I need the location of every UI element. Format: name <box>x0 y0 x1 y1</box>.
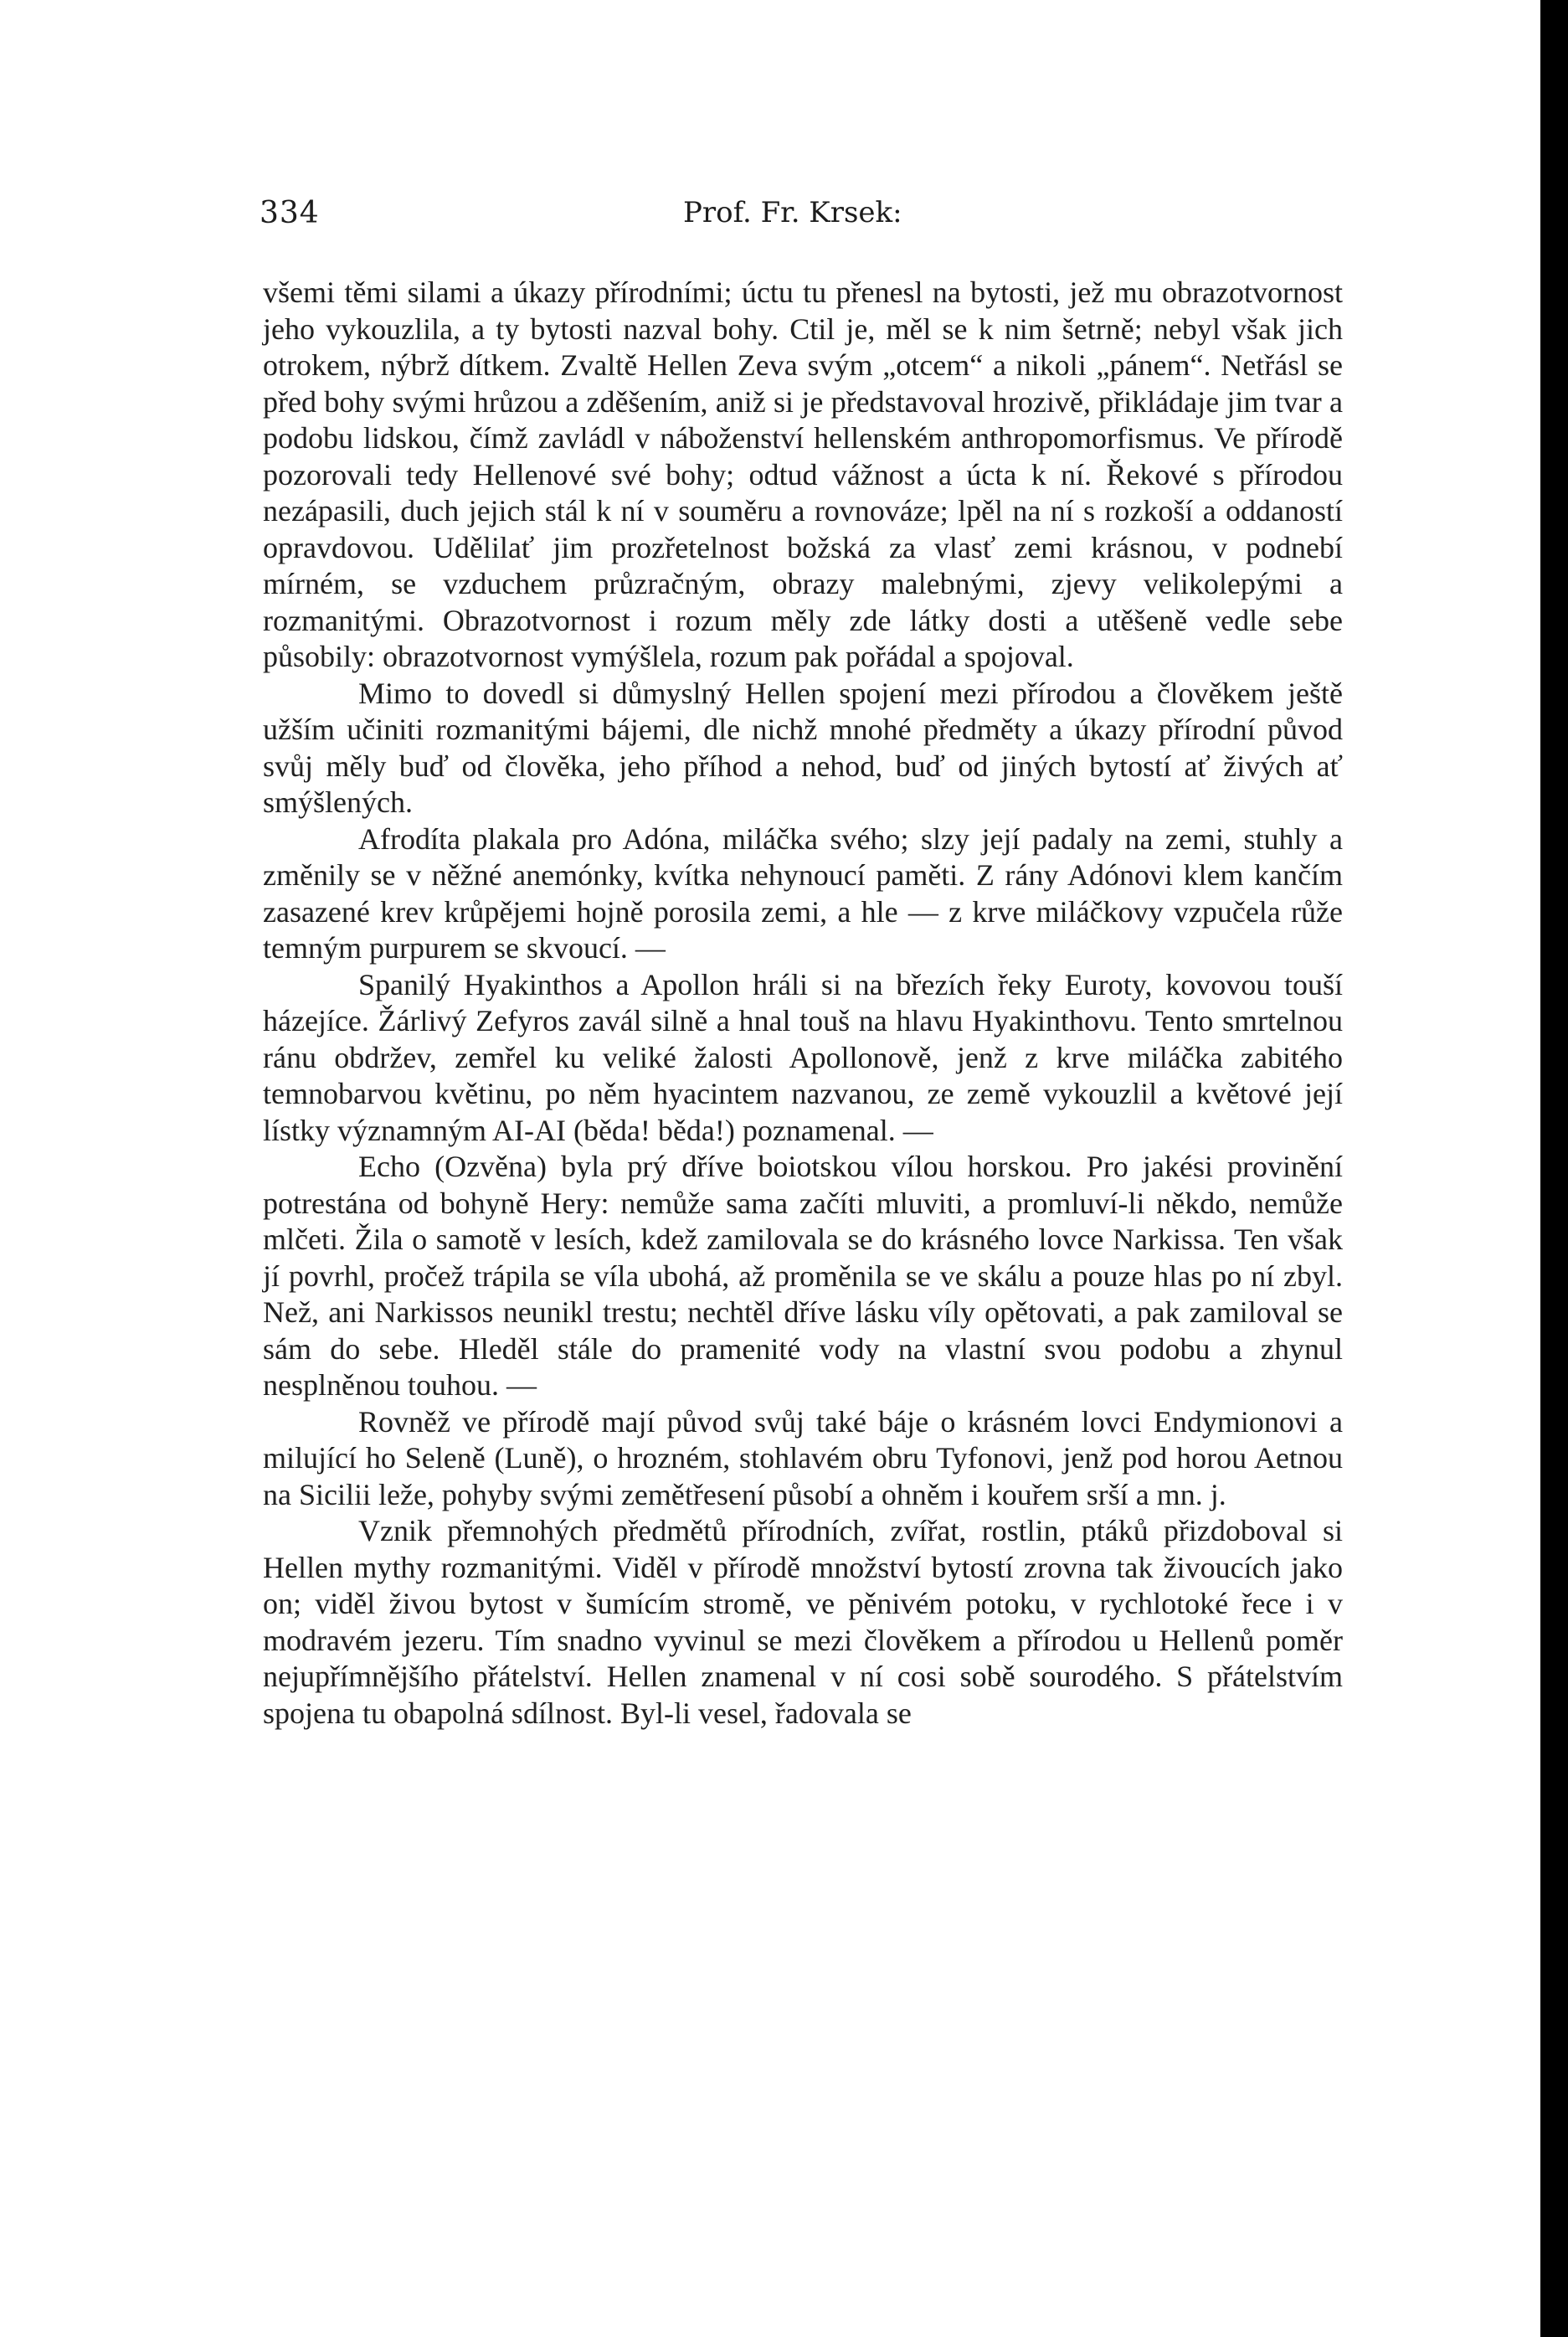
paragraph: Echo (Ozvěna) byla prý dříve boiotskou vílou horskou. Pro jakési provinění potrestána od bohyně Hery: nemůže sama začíti mluviti, a promluví-li někdo, nemůže mlčeti. Žila o samotě v lesích, kdež zamilovala se do krásného lovce Narkissa. Ten však jí povrhl, pročež trápila se víla ubohá, až proměnila se ve skálu a pouze hlas po ní zbyl. Než, ani Narkissos neunikl trestu; nechtěl dříve lásku víly opětovati, a pak zamiloval se sám do sebe. Hleděl stále do pramenité vody na vlastní svou podobu a zhynul nesplněnou touhou. — <box>263 1150 1343 1402</box>
paragraph: Vznik přemnohých předmětů přírodních, zvířat, rostlin, ptáků přizdoboval si Hellen mythy rozmanitými. Viděl v přírodě množství bytostí zrovna tak živoucích jako on; viděl živou bytost v šumícím stromě, ve pěnivém potoku, v rychlotoké řece i v modravém jezeru. Tím snadno vyvinul se mezi člověkem a přírodou u Hellenů poměr nejupřímnějšího přátelství. Hellen znamenal v ní cosi sobě sourodého. S přátelstvím spojena tu obapolná sdílnost. Byl-li vesel, řadovala se <box>263 1514 1343 1730</box>
scan-border <box>1540 0 1568 2337</box>
paragraph: Rovněž ve přírodě mají původ svůj také báje o krásném lovci Endymionovi a milující ho Seleně (Luně), o hrozném, stohlavém obru Tyfonovi, jenž pod horou Aetnou na Sicilii leže, pohyby svými zemětřesení působí a ohněm i kouřem srší a mn. j. <box>263 1404 1343 1511</box>
running-title: Prof. Fr. Krsek: <box>683 196 902 229</box>
paragraph-continued: všemi těmi silami a úkazy přírodními; úctu tu přenesl na bytosti, jež mu obrazotvornost jeho vykouzlila, a ty bytosti nazval bohy. Ctil je, měl se k nim šetrně; nebyl však jich otrokem, nýbrž dítkem. Zvaltě Hellen Zeva svým „otcem“ a nikoli „pánem“. Netřásl se před bohy svými hrůzou a zděšením, aniž si je představoval hrozivě, přikládaje jim tvar a podobu lidskou, čímž zavládl v náboženství hellenském anthropomorfismus. Ve přírodě pozorovali tedy Hellenové své bohy; odtud vážnost a úcta k ní. Řekové s přírodou nezápasili, duch jejich stál k ní v souměru a rovnováze; lpěl na ní s rozkoší a oddaností opravdovou. Udělilať jim prozřetelnost božská za vlasť zemi krásnou, v podnebí mírném, se vzduchem průzračným, obrazy malebnými, zjevy velikolepými a rozmanitými. Obrazotvornost i rozum měly zde látky dosti a utěšeně vedle sebe působily: obrazotvornost vymýšlela, rozum pak pořádal a spojoval. <box>263 275 1343 673</box>
page-number: 334 <box>260 196 320 230</box>
running-head <box>260 196 1350 246</box>
paragraph: Spanilý Hyakinthos a Apollon hráli si na březích řeky Euroty, kovovou touší házejíce. Žárlivý Zefyros zavál silně a hnal touš na hlavu Hyakinthovu. Tento smrtelnou ránu obdržev, zemřel ku veliké žalosti Apollonově, jenž z krve miláčka zabitého temnobarvou květinu, po něm hyacintem nazvanou, ze země vykouzlil a květové její lístky významným AI-AI (běda! běda!) poznamenal. — <box>263 967 1343 1147</box>
paragraph: Mimo to dovedl si důmyslný Hellen spojení mezi přírodou a člověkem ještě užším učiniti rozmanitými bájemi, dle nichž mnohé předměty a úkazy přírodní původ svůj měly buď od člověka, jeho příhod a nehod, buď od jiných bytostí ať živých ať smýšlených. <box>263 676 1343 819</box>
paragraph: Afrodíta plakala pro Adóna, miláčka svého; slzy její padaly na zemi, stuhly a změnily se v něžné anemónky, kvítka nehynoucí paměti. Z rány Adónovi klem kančím zasazené krev krůpějemi hojně porosila zemi, a hle — z krve miláčkovy vzpučela růže temným purpurem se skvoucí. — <box>263 821 1343 965</box>
body-text <box>263 275 1343 1732</box>
